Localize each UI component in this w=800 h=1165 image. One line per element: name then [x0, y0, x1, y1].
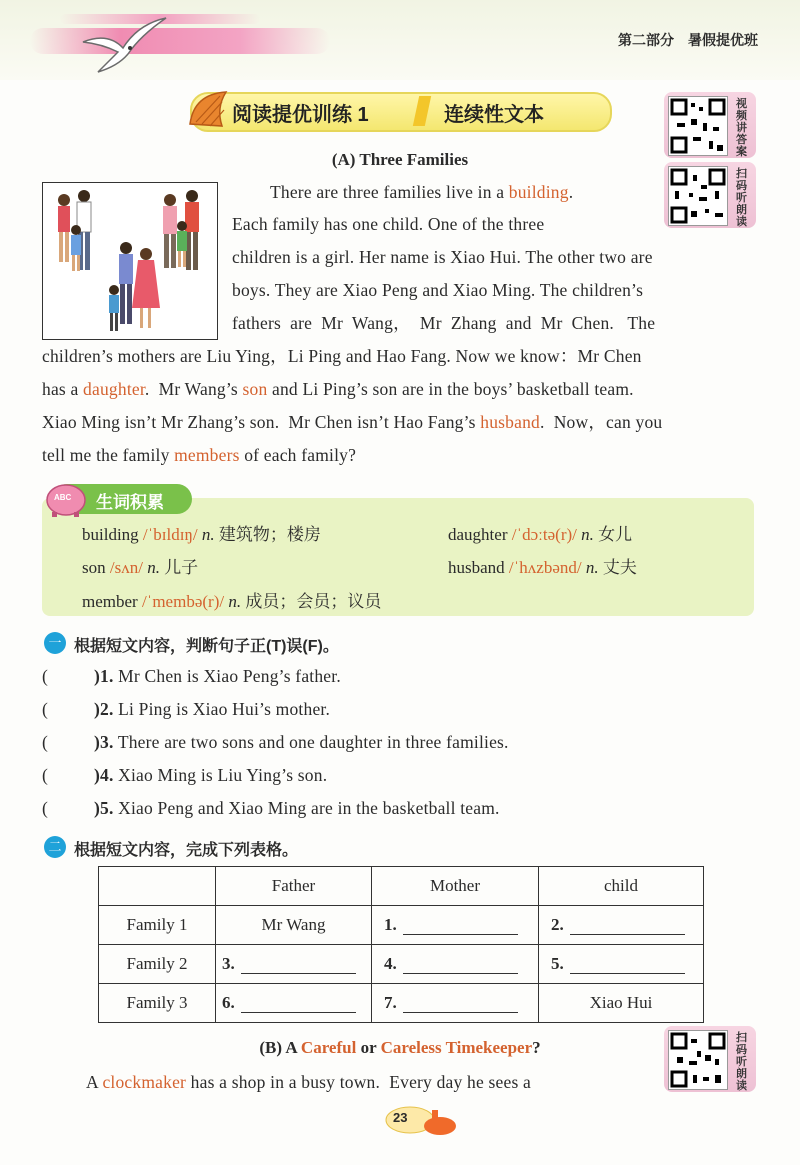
section-label: 第二部分 暑假提优班	[618, 32, 758, 48]
keyword: building	[508, 182, 569, 202]
text-run: A	[86, 1072, 103, 1092]
vocab-pos: n.	[147, 558, 160, 577]
blank-number: 6.	[222, 993, 235, 1012]
vocab-entry	[448, 553, 637, 578]
table-cell[interactable]	[372, 906, 539, 945]
question-item	[42, 792, 48, 825]
answer-blank[interactable]	[403, 918, 518, 935]
text-run: tell me the family	[42, 445, 175, 465]
question-item	[42, 759, 48, 792]
keyword: son	[242, 379, 268, 399]
answer-paren[interactable]: (	[42, 798, 49, 818]
title-right: 连续性文本	[444, 104, 544, 126]
answer-paren[interactable]: (	[42, 765, 49, 785]
blank-number: 1.	[384, 915, 397, 934]
table-header-cell: child	[539, 867, 704, 906]
text-run: . Mr Wang’s	[144, 379, 243, 399]
text-run: .	[568, 182, 574, 202]
table-cell[interactable]	[539, 945, 704, 984]
vocab-pos: n.	[581, 525, 594, 544]
text-run: (B) A	[259, 1038, 301, 1057]
answer-paren[interactable]: (	[42, 699, 49, 719]
vocab-word: building	[82, 525, 139, 544]
text-run: has a	[42, 379, 84, 399]
answer-blank[interactable]	[570, 918, 685, 935]
vocab-pos: n.	[585, 558, 599, 577]
vocab-meaning: 儿子	[164, 558, 199, 577]
question-text: Li Ping is Xiao Hui’s mother.	[118, 699, 331, 719]
qr-label: 扫码听朗读	[736, 168, 747, 228]
question-text: Xiao Ming is Liu Ying’s son.	[118, 765, 328, 785]
vocab-entry	[448, 520, 632, 545]
question-item	[42, 660, 48, 693]
blank-number: 5.	[551, 954, 564, 973]
passage-line	[86, 1066, 531, 1099]
question-item	[94, 660, 341, 693]
vocab-badge: ABC	[54, 493, 72, 502]
table-cell[interactable]	[216, 945, 372, 984]
table-row	[99, 945, 704, 984]
vocab-phonetic: /ˈhʌzbənd/	[508, 558, 582, 577]
vocab-phonetic: /ˈbɪldɪŋ/	[142, 525, 198, 544]
vocab-pos: n.	[201, 525, 215, 544]
vocab-phonetic: /ˈdɔːtə(r)/	[511, 525, 577, 544]
passage-line: children’s mothers are Liu Ying，Li Ping and Hao Fang. Now we know：Mr Chen	[42, 346, 642, 366]
passage-line	[42, 439, 356, 472]
vocab-meaning: 建筑物；楼房	[218, 525, 321, 544]
keyword: clockmaker	[102, 1072, 187, 1092]
blank-number: 4.	[384, 954, 397, 973]
table-cell: Family 1	[99, 906, 216, 945]
answer-blank[interactable]	[570, 957, 685, 974]
passage-line	[42, 373, 634, 406]
vocab-meaning: 女儿	[598, 525, 633, 544]
vocab-phonetic: /sʌn/	[109, 558, 143, 577]
passage-line	[42, 406, 662, 439]
table-cell[interactable]	[216, 984, 372, 1023]
vocab-entry	[82, 587, 381, 612]
task1-instruction: 根据短文内容，判断句子正(T)误(F)。	[74, 638, 339, 655]
question-number: )2.	[94, 699, 114, 719]
passage-a-heading: (A) Three Families	[331, 150, 469, 169]
text-run: Xiao Ming isn’t Mr Zhang’s son. Mr Chen isn’t Hao Fang’s	[42, 412, 481, 432]
text-run: has a shop in a busy town. Every day he sees a	[186, 1072, 532, 1092]
family-illustration	[42, 182, 218, 340]
answer-blank[interactable]	[403, 957, 518, 974]
table-cell: Mr Wang	[216, 906, 372, 945]
passage-line: children is a girl. Her name is Xiao Hui. The other two are	[232, 247, 653, 267]
vocab-word: daughter	[448, 525, 508, 544]
table-header-cell	[99, 867, 216, 906]
answer-paren[interactable]: (	[42, 666, 49, 686]
vocab-pos: n.	[228, 592, 242, 611]
table-cell[interactable]	[539, 906, 704, 945]
step-two-icon: 二	[44, 836, 66, 858]
vocab-meaning: 丈夫	[602, 558, 637, 577]
task2-instruction: 根据短文内容，完成下列表格。	[74, 842, 299, 859]
question-item	[94, 792, 500, 825]
table-cell: Xiao Hui	[539, 984, 704, 1023]
answer-blank[interactable]	[241, 957, 356, 974]
keyword: Careful	[300, 1038, 357, 1057]
question-number: )1.	[94, 666, 114, 686]
passage-line: fathers are Mr Wang， Mr Zhang and Mr Chen. The	[232, 313, 656, 333]
keyword: husband	[480, 412, 540, 432]
question-number: )5.	[94, 798, 114, 818]
step-one-icon: 一	[44, 632, 66, 654]
page-number: 23	[393, 1110, 408, 1125]
text-run: There are three families live in a	[270, 182, 509, 202]
vocab-phonetic: /ˈmembə(r)/	[141, 592, 225, 611]
title-left: 阅读提优训练 1	[232, 104, 369, 126]
family-table	[98, 866, 704, 1023]
qr-code-icon[interactable]	[668, 166, 728, 226]
table-cell[interactable]	[372, 984, 539, 1023]
question-number: )3.	[94, 732, 114, 752]
text-run: . Now，can you	[539, 412, 663, 432]
question-text: Mr Chen is Xiao Peng’s father.	[118, 666, 341, 686]
answer-blank[interactable]	[241, 996, 356, 1013]
blank-number: 3.	[222, 954, 235, 973]
bird-icon	[78, 14, 168, 78]
keyword: members	[174, 445, 240, 465]
qr-code-icon[interactable]	[668, 1030, 728, 1090]
vocab-word: son	[82, 558, 106, 577]
question-item	[94, 693, 330, 726]
table-cell[interactable]	[372, 945, 539, 984]
question-item	[94, 726, 509, 759]
question-text: There are two sons and one daughter in three families.	[117, 732, 509, 752]
text-run: and Li Ping’s son are in the boys’ basketball team.	[267, 379, 634, 399]
vocab-entry	[82, 553, 198, 578]
text-run: ?	[532, 1038, 541, 1057]
blank-number: 2.	[551, 915, 564, 934]
table-header-cell: Mother	[372, 867, 539, 906]
table-header-cell: Father	[216, 867, 372, 906]
table-row	[99, 906, 704, 945]
vocab-title: 生词积累	[96, 493, 164, 512]
answer-blank[interactable]	[403, 996, 518, 1013]
decor-band	[30, 28, 330, 54]
qr-label: 视频讲答案	[736, 98, 747, 158]
vocab-word: husband	[448, 558, 505, 577]
question-number: )4.	[94, 765, 114, 785]
qr-code-icon[interactable]	[668, 96, 728, 156]
qr-label: 扫码听朗读	[736, 1032, 747, 1092]
question-item	[42, 726, 48, 759]
answer-paren[interactable]: (	[42, 732, 49, 752]
vocab-entry	[82, 520, 321, 545]
passage-line	[270, 176, 573, 209]
table-header-row	[99, 867, 704, 906]
question-text: Xiao Peng and Xiao Ming are in the basketball team.	[118, 798, 500, 818]
table-cell: Family 2	[99, 945, 216, 984]
shell-icon	[186, 88, 232, 130]
question-item	[94, 759, 327, 792]
passage-line: boys. They are Xiao Peng and Xiao Ming. The children’s	[232, 280, 644, 300]
vocab-word: member	[82, 592, 138, 611]
table-row	[99, 984, 704, 1023]
keyword: daughter	[83, 379, 145, 399]
blank-number: 7.	[384, 993, 397, 1012]
passage-line: Each family has one child. One of the three	[232, 214, 545, 234]
text-run: of each family?	[239, 445, 357, 465]
question-item	[42, 693, 48, 726]
table-cell: Family 3	[99, 984, 216, 1023]
keyword: Careless Timekeeper	[380, 1038, 533, 1057]
text-run: or	[356, 1038, 381, 1057]
vocab-meaning: 成员；会员；议员	[245, 592, 382, 611]
